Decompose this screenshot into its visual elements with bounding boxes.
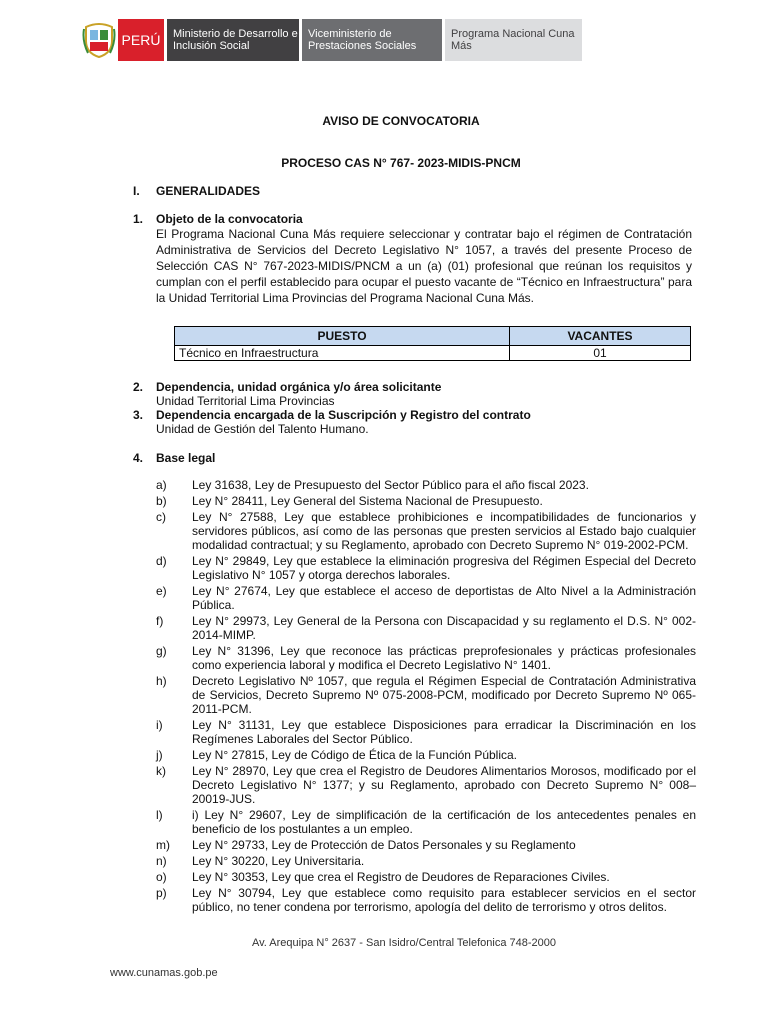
- list-key: l): [156, 808, 163, 822]
- list-text: Ley N° 28411, Ley General del Sistema Nacional de Presupuesto.: [192, 494, 543, 508]
- list-item: [156, 614, 696, 642]
- list-text: Ley N° 31131, Ley que establece Disposiciones para erradicar la Discriminación en los Regímenes Laborales del Sector Público.: [192, 718, 696, 746]
- list-item: [156, 674, 696, 716]
- list-key: n): [156, 854, 167, 868]
- list-text: Ley N° 30353, Ley que crea el Registro de Deudores de Reparaciones Civiles.: [192, 870, 610, 884]
- list-item: [156, 644, 696, 672]
- list-item: [156, 854, 696, 868]
- list-item: [156, 748, 696, 762]
- document-subtitle: PROCESO CAS N° 767- 2023-MIDIS-PNCM: [281, 156, 521, 170]
- list-key: k): [156, 764, 166, 778]
- list-text: Ley N° 31396, Ley que reconoce las prácticas preprofesionales y prácticas profesionales como experiencia laboral y modifica el Decreto Legislativo N° 1401.: [192, 644, 696, 672]
- list-key: a): [156, 478, 167, 492]
- list-item: [156, 764, 696, 806]
- list-key: g): [156, 644, 167, 658]
- list-key: o): [156, 870, 167, 884]
- list-key: m): [156, 838, 170, 852]
- table-header-puesto: PUESTO: [175, 327, 510, 346]
- list-text: Decreto Legislativo Nº 1057, que regula el Régimen Especial de Contratación Administrativa de Servicios, Decreto Supremo Nº 075-2008-PCM, modificado por Decreto Supremo Nº 065-2011-PCM.: [192, 674, 696, 716]
- list-key: h): [156, 674, 167, 688]
- item-heading: Dependencia, unidad orgánica y/o área solicitante: [156, 380, 442, 394]
- list-text: Ley N° 28970, Ley que crea el Registro de Deudores Alimentarios Morosos, modificado por el Decreto Legislativo N° 1377; y su Reglamento, aprobado con Decreto Supremo N° 008–20019-JUS.: [192, 764, 696, 806]
- vacancy-table: [174, 326, 691, 361]
- list-key: f): [156, 614, 164, 628]
- list-key: e): [156, 584, 167, 598]
- list-item: [156, 478, 696, 492]
- item-text: Unidad Territorial Lima Provincias: [156, 394, 335, 408]
- list-item: [156, 870, 696, 884]
- item-number: 3.: [133, 408, 144, 422]
- list-text: Ley N° 27815, Ley de Código de Ética de la Función Pública.: [192, 748, 518, 762]
- list-text: Ley 31638, Ley de Presupuesto del Sector Público para el año fiscal 2023.: [192, 478, 589, 492]
- footer-address: Av. Arequipa N° 2637 - San Isidro/Central Telefonica 748-2000: [251, 937, 557, 949]
- list-text: Ley N° 29849, Ley que establece la eliminación progresiva del Régimen Especial del Decreto Legislativo N° 1057 y otorga derechos laborales.: [192, 554, 696, 582]
- list-item: [156, 718, 696, 746]
- list-item: [156, 510, 696, 552]
- list-text: Ley N° 30794, Ley que establece como requisito para establecer servicios en el sector público, no tener condena por terrorismo, apología del delito de terrorismo y otros delitos.: [192, 886, 696, 914]
- table-header-vacantes: VACANTES: [510, 327, 691, 346]
- table-row: [175, 346, 691, 361]
- ministry-name: Ministerio de Desarrollo e Inclusión Social: [167, 19, 299, 61]
- list-key: i): [156, 718, 163, 732]
- list-key: j): [156, 748, 163, 762]
- item-heading: Objeto de la convocatoria: [156, 212, 303, 226]
- item-number: 2.: [133, 380, 144, 394]
- list-key: p): [156, 886, 167, 900]
- list-item: [156, 584, 696, 612]
- list-item: [156, 886, 696, 914]
- list-item: [156, 554, 696, 582]
- vice-ministry-name: Viceministerio de Prestaciones Sociales: [302, 19, 442, 61]
- coat-of-arms-icon: [80, 19, 118, 61]
- list-key: d): [156, 554, 167, 568]
- legal-basis-list: [156, 478, 696, 916]
- objective-paragraph: El Programa Nacional Cuna Más requiere seleccionar y contratar bajo el régimen de Contratación Administrativa de Servicios del Decreto Legislativo N° 1057, a través del presente Proceso de Selección CAS N° 767-2023-MIDIS/PNCM a un (a) (01) profesional que reúnan los requisitos y cumplan con el perfil establecido para ocupar el puesto vacante de “Técnico en Infraestructura” para la Unidad Territorial Lima Provincias del Programa Nacional Cuna Más.: [156, 227, 692, 305]
- list-text: Ley N° 30220, Ley Universitaria.: [192, 854, 365, 868]
- item-number: 4.: [133, 451, 144, 465]
- item-text: Unidad de Gestión del Talento Humano.: [156, 422, 369, 436]
- list-text: Ley N° 27674, Ley que establece el acceso de deportistas de Alto Nivel a la Administración Pública.: [192, 584, 696, 612]
- table-cell-puesto: Técnico en Infraestructura: [175, 346, 510, 361]
- list-key: c): [156, 510, 166, 524]
- list-text: Ley N° 29973, Ley General de la Persona con Discapacidad y su reglamento el D.S. N° 002-2014-MIMP.: [192, 614, 696, 642]
- item-number: 1.: [133, 212, 144, 226]
- institution-header: [80, 19, 582, 61]
- list-item: [156, 838, 696, 852]
- table-cell-vacantes: 01: [510, 346, 691, 361]
- section-heading: GENERALIDADES: [156, 184, 261, 198]
- list-text: i) Ley N° 29607, Ley de simplificación de la certificación de los antecedentes penales en beneficio de los postulantes a un empleo.: [192, 808, 696, 836]
- list-text: Ley N° 29733, Ley de Protección de Datos Personales y su Reglamento: [192, 838, 576, 852]
- section-number: I.: [133, 184, 140, 198]
- program-name: Programa Nacional Cuna Más: [445, 19, 582, 61]
- list-item: [156, 494, 696, 508]
- list-text: Ley N° 27588, Ley que establece prohibiciones e incompatibilidades de funcionarios y servidores públicos, así como de las personas que presten servicios al Estado bajo cualquier modalidad contractual; y su Reglamento, aprobado con Decreto Supremo N° 019-2002-PCM.: [192, 510, 696, 552]
- peru-brand: PERÚ: [118, 19, 164, 61]
- list-item: [156, 808, 696, 836]
- footer-website: www.cunamas.gob.pe: [110, 967, 218, 979]
- list-key: b): [156, 494, 167, 508]
- item-heading: Base legal: [156, 451, 216, 465]
- item-heading: Dependencia encargada de la Suscripción y Registro del contrato: [156, 408, 531, 422]
- document-title: AVISO DE CONVOCATORIA: [322, 114, 480, 128]
